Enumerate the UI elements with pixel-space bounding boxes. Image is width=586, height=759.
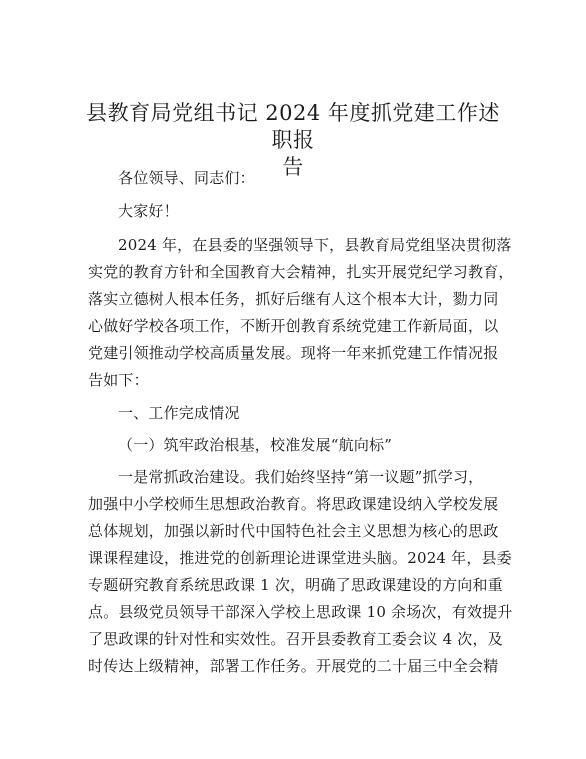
body-line: 总体规划，加强以新时代中国特色社会主义思想为核心的思政 <box>88 522 499 540</box>
title-line-1: 县教育局党组书记 2024 年度抓党建工作述职报 <box>86 101 500 152</box>
body-line: 加强中小学校师生思想政治教育。将思政课建设纳入学校发展 <box>88 495 499 513</box>
intro-line: 实党的教育方针和全国教育大会精神，扎实开展党纪学习教育， <box>88 263 514 281</box>
section-heading: 一、工作完成情况 <box>118 404 240 422</box>
body-line: 时传达上级精神，部署工作任务。开展党的二十届三中全会精 <box>88 657 499 675</box>
title-line-2: 告 <box>282 155 304 179</box>
body-line: 了思政课的针对性和实效性。召开县委教育工委会议 4 次，及 <box>88 630 503 648</box>
body-line: 课课程建设，推进党的创新理论进课堂进头脑。2024 年，县委 <box>88 549 512 567</box>
subsection-heading: （一）筑牢政治根基，校准发展“航向标” <box>118 436 393 454</box>
salutation: 各位领导、同志们： <box>118 169 255 187</box>
body-line: 点。县级党员领导干部深入学校上思政课 10 余场次，有效提升 <box>88 603 513 621</box>
intro-line: 2024 年，在县委的坚强领导下，县教育局党组坚决贯彻落 <box>118 236 512 254</box>
body-line: 一是常抓政治建设。我们始终坚持“第一议题”抓学习， <box>118 468 484 486</box>
body-line: 专题研究教育系统思政课 1 次，明确了思政课建设的方向和重 <box>88 576 503 594</box>
intro-line: 党建引领推动学校高质量发展。现将一年来抓党建工作情况报 <box>88 344 499 362</box>
greeting: 大家好！ <box>118 202 179 220</box>
intro-line: 告如下： <box>88 371 149 389</box>
intro-line: 落实立德树人根本任务，抓好后继有人这个根本大计，勠力同 <box>88 290 499 308</box>
intro-line: 心做好学校各项工作，不断开创教育系统党建工作新局面，以 <box>88 317 499 335</box>
